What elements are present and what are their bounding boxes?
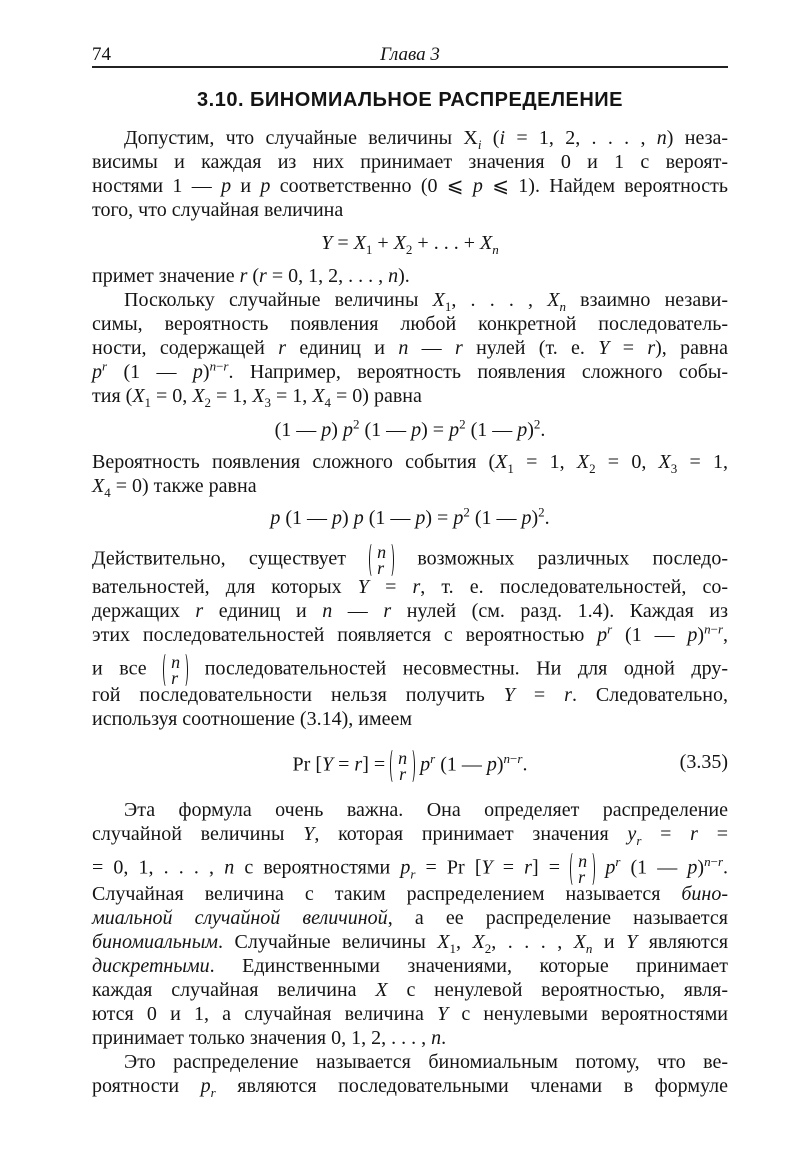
- running-head: Глава 3: [380, 44, 440, 65]
- text-line: дискретными. Единственными значениями, которые принимает: [92, 955, 728, 977]
- text-line: висимы и каждая из них принимает значения 0 и 1 с вероят-: [92, 151, 728, 173]
- text-line: Действительно, существует n r возможных различных последо-: [92, 542, 728, 578]
- text-line: ностями 1 — p и p соответственно (0 ⩽ p ⩽ 1). Найдем вероятность: [92, 175, 729, 197]
- text-line: тия ($X_1 = 0$, $X_2 = 1$, $X_3 = 1$, $X_4 = 0$) равна: [92, 385, 422, 410]
- equation: $Y = X_1 + X_2$ + . . . + $X_n$: [321, 232, 499, 257]
- text-line: каждая случайная величина X с ненулевой вероятностью, явля-: [92, 979, 728, 1001]
- equation-number: (3.35): [679, 751, 728, 773]
- text-line: симы, вероятность появления любой конкретной последователь-: [92, 313, 728, 335]
- page-header: [92, 44, 728, 68]
- text-line: примет значение r (r = 0, 1, 2, . . . , n).: [92, 265, 410, 287]
- equation: p (1 — p) p (1 — $p) = p^2$ (1 — p)$^2$.: [270, 504, 550, 529]
- text-line: роятности $p_r$ являются последовательными членами в формуле: [92, 1075, 728, 1100]
- text-line: ности, содержащей r единиц и n — r нулей (т. е. Y = r), равна: [92, 337, 728, 359]
- text-line: вательностей, для которых Y = r, т. е. последовательностей, со-: [92, 576, 728, 598]
- equation: (1 — p) $p^2$ (1 — $p) = p^2$ (1 — p)$^2$.: [274, 416, 546, 441]
- text-line: гой последовательности нельзя получить Y = r. Следовательно,: [92, 684, 729, 706]
- text-line: того, что случайная величина: [92, 199, 344, 221]
- text-line: Допустим, что случайные величины $X_i$ (i = 1, 2, . . . , n) неза-: [124, 127, 729, 152]
- section-title: 3.10. БИНОМИАЛЬНОЕ РАСПРЕДЕЛЕНИЕ: [197, 89, 623, 111]
- text-line: $X_4 = 0$) также равна: [92, 475, 257, 500]
- text-line: $p^r$ (1 — p)$^{n-r}$. Например, вероятность появления сложного собы-: [92, 358, 728, 383]
- text-line: Случайная величина с таким распределением называется бино-: [92, 883, 728, 905]
- text-line: этих последовательностей появляется с вероятностью $p^r$ (1 — p)$^{n-r}$,: [92, 621, 728, 646]
- equation: Pr [Y = r] = n r $p^r$ (1 — p)$^{n-r}$.: [292, 748, 528, 784]
- text-line: используя соотношение (3.14), имеем: [92, 708, 413, 730]
- text-line: Это распределение называется биномиальным потому, что ве-: [124, 1051, 728, 1073]
- text-line: Эта формула очень важна. Она определяет распределение: [124, 799, 728, 821]
- text-line: миальной случайной величиной, а ее распределение называется: [92, 907, 728, 929]
- text-line: = 0, 1, . . . , n с вероятностями $p_r = Pr$ [Y = r] = n r $p^r$ (1 — p)$^{n-r}$.: [92, 851, 728, 887]
- page-number: 74: [92, 44, 111, 65]
- text-line: держащих r единиц и n — r нулей (см. разд. 1.4). Каждая из: [92, 600, 728, 622]
- text-line: ются 0 и 1, а случайная величина Y с ненулевыми вероятностями: [92, 1003, 728, 1025]
- text-line: случайной величины Y, которая принимает значения $y_r = r$ =: [92, 823, 729, 848]
- text-line: Вероятность появления сложного события ($X_1 = 1$, $X_2 = 0$, $X_3 = 1$,: [92, 451, 729, 476]
- text-line: биномиальным. Случайные величины $X_1$, $X_2$, . . . , $X_n$ и Y являются: [92, 931, 729, 956]
- text-line: Поскольку случайные величины $X_1$, . . . , $X_n$ взаимно незави-: [124, 289, 728, 314]
- text-line: и все n r последовательностей несовместны. Ни для одной дру-: [92, 652, 728, 688]
- text-line: принимает только значения 0, 1, 2, . . . , n.: [92, 1027, 447, 1049]
